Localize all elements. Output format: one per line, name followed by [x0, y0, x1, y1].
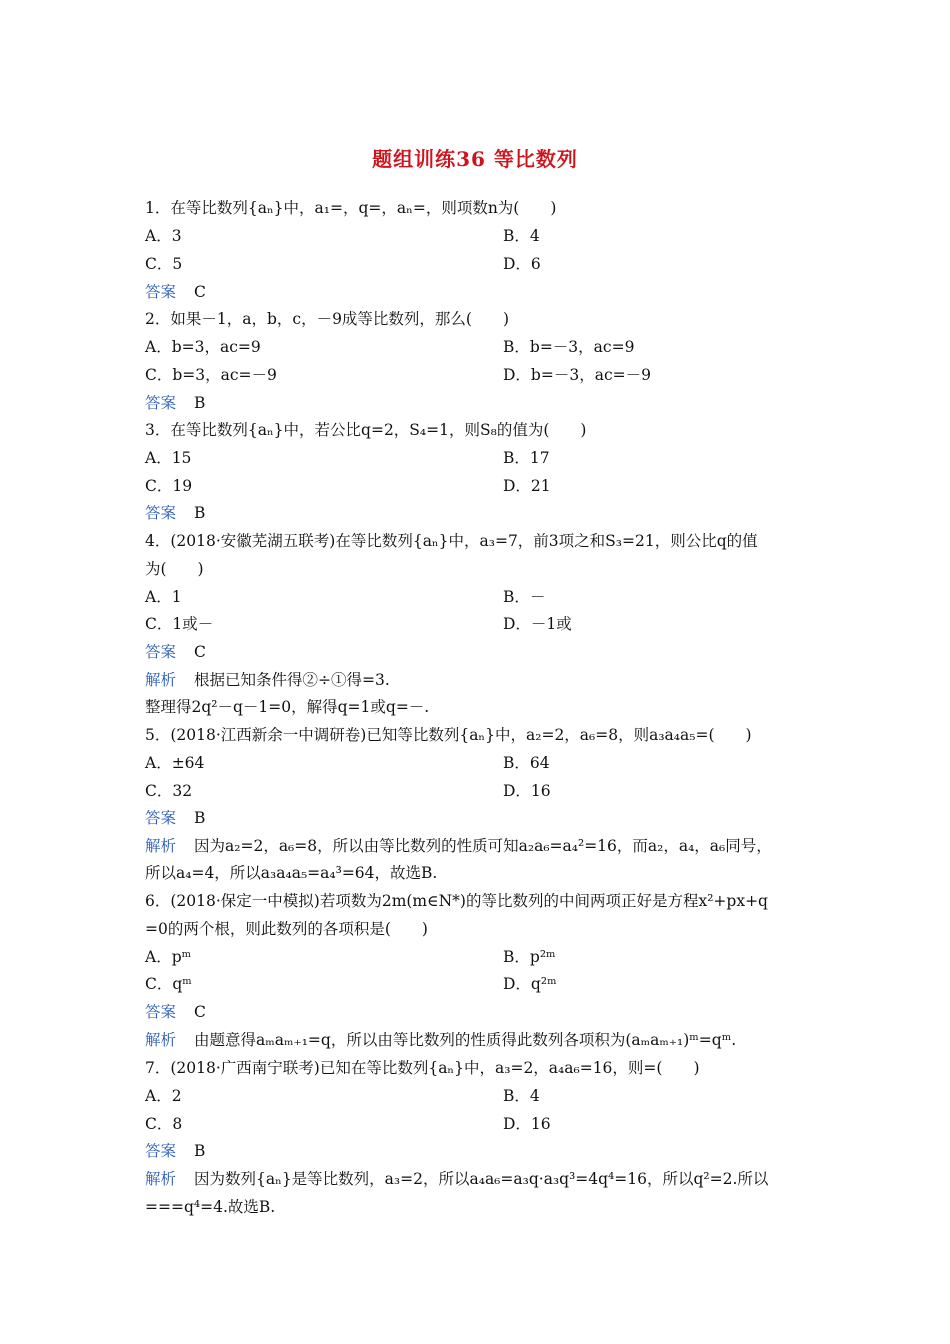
question-4-stem-line1: 4．(2018·安徽芜湖五联考)在等比数列{aₙ}中，a₃=7，前3项之和S₃=21，则公比q的值 — [145, 532, 758, 550]
analysis-tag: 解析 — [145, 671, 177, 689]
q5-option-a: A．±64 — [145, 754, 205, 772]
question-4-stem-line2: 为( ) — [145, 560, 204, 578]
q4-option-b: B．－ — [503, 588, 546, 606]
q2-option-b: B．b=－3，ac=9 — [503, 338, 635, 356]
question-2-stem: 2．如果－1，a，b，c，－9成等比数列，那么( ) — [145, 310, 510, 328]
q6-option-d: D．q²ᵐ — [503, 975, 557, 993]
q2-option-c: C．b=3，ac=－9 — [145, 366, 277, 384]
answer-tag: 答案 — [145, 504, 177, 522]
q5-option-b: B．64 — [503, 754, 550, 772]
answer-tag: 答案 — [145, 1003, 177, 1021]
question-7-stem: 7．(2018·广西南宁联考)已知在等比数列{aₙ}中，a₃=2，a₄a₆=16，则=( ) — [145, 1059, 700, 1077]
q5-option-c: C．32 — [145, 782, 193, 800]
q1-option-d: D．6 — [503, 255, 541, 273]
q7-option-b: B．4 — [503, 1087, 540, 1105]
q3-answer — [145, 500, 825, 526]
q4-analysis-cont: 整理得2q²－q－1=0，解得q=1或q=－. — [145, 698, 430, 716]
answer-value: B — [194, 809, 206, 827]
q6-analysis — [145, 1027, 825, 1053]
answer-value: C — [194, 283, 206, 301]
q5-answer — [145, 805, 825, 831]
answer-tag: 答案 — [145, 283, 177, 301]
q6-option-c: C．qᵐ — [145, 975, 192, 993]
q7-option-c: C．8 — [145, 1115, 183, 1133]
q7-option-a: A．2 — [145, 1087, 182, 1105]
q5-option-d: D．16 — [503, 782, 551, 800]
answer-tag: 答案 — [145, 394, 177, 412]
q6-option-a: A．pᵐ — [145, 948, 192, 966]
answer-tag: 答案 — [145, 1142, 177, 1160]
question-6-stem-line2: =0的两个根，则此数列的各项积是( ) — [145, 920, 428, 938]
q7-analysis — [145, 1166, 825, 1192]
q4-option-a: A．1 — [145, 588, 182, 606]
question-3-stem: 3．在等比数列{aₙ}中，若公比q=2，S₄=1，则S₈的值为( ) — [145, 421, 587, 439]
analysis-text: 因为数列{aₙ}是等比数列，a₃=2，所以a₄a₆=a₃q·a₃q³=4q⁴=16，所以q²=2.所以 — [194, 1170, 769, 1188]
q2-option-d: D．b=－3，ac=－9 — [503, 366, 651, 384]
q4-option-d: D．－1或 — [503, 615, 572, 633]
q6-option-b: B．p²ᵐ — [503, 948, 556, 966]
q1-option-c: C．5 — [145, 255, 183, 273]
q3-option-c: C．19 — [145, 477, 193, 495]
question-5-stem: 5．(2018·江西新余一中调研卷)已知等比数列{aₙ}中，a₂=2，a₆=8，则a₃a₄a₅=( ) — [145, 726, 752, 744]
question-6-stem-line1: 6．(2018·保定一中模拟)若项数为2m(m∈N*)的等比数列的中间两项正好是方程x²+px+q — [145, 892, 768, 910]
q3-option-b: B．17 — [503, 449, 550, 467]
q1-option-a: A．3 — [145, 227, 182, 245]
answer-tag: 答案 — [145, 643, 177, 661]
analysis-text: 根据已知条件得②÷①得=3. — [194, 671, 390, 689]
q5-analysis-cont: 所以a₄=4，所以a₃a₄a₅=a₄³=64，故选B. — [145, 864, 438, 882]
q7-answer — [145, 1138, 825, 1164]
q7-analysis-cont: ===q⁴=4.故选B. — [145, 1198, 276, 1216]
q3-option-a: A．15 — [145, 449, 192, 467]
answer-value: C — [194, 643, 206, 661]
q4-answer — [145, 639, 825, 665]
answer-tag: 答案 — [145, 809, 177, 827]
answer-value: B — [194, 1142, 206, 1160]
q7-option-d: D．16 — [503, 1115, 551, 1133]
q1-answer — [145, 279, 825, 305]
answer-value: C — [194, 1003, 206, 1021]
q4-option-c: C．1或－ — [145, 615, 214, 633]
question-1-stem: 1．在等比数列{aₙ}中，a₁=，q=，aₙ=，则项数n为( ) — [145, 199, 557, 217]
q4-analysis — [145, 667, 825, 693]
q2-answer — [145, 390, 825, 416]
answer-value: B — [194, 394, 206, 412]
q2-option-a: A．b=3，ac=9 — [145, 338, 261, 356]
q5-analysis — [145, 833, 825, 859]
analysis-tag: 解析 — [145, 837, 177, 855]
analysis-tag: 解析 — [145, 1031, 177, 1049]
analysis-text: 由题意得aₘaₘ₊₁=q，所以由等比数列的性质得此数列各项积为(aₘaₘ₊₁)ᵐ=qᵐ. — [194, 1031, 737, 1049]
analysis-text: 因为a₂=2，a₆=8，所以由等比数列的性质可知a₂a₆=a₄²=16，而a₂，a₄，a₆同号， — [194, 837, 772, 855]
answer-value: B — [194, 504, 206, 522]
page-title: 题组训练36 等比数列 — [372, 147, 578, 171]
analysis-tag: 解析 — [145, 1170, 177, 1188]
q3-option-d: D．21 — [503, 477, 551, 495]
q6-answer — [145, 999, 825, 1025]
q1-option-b: B．4 — [503, 227, 540, 245]
